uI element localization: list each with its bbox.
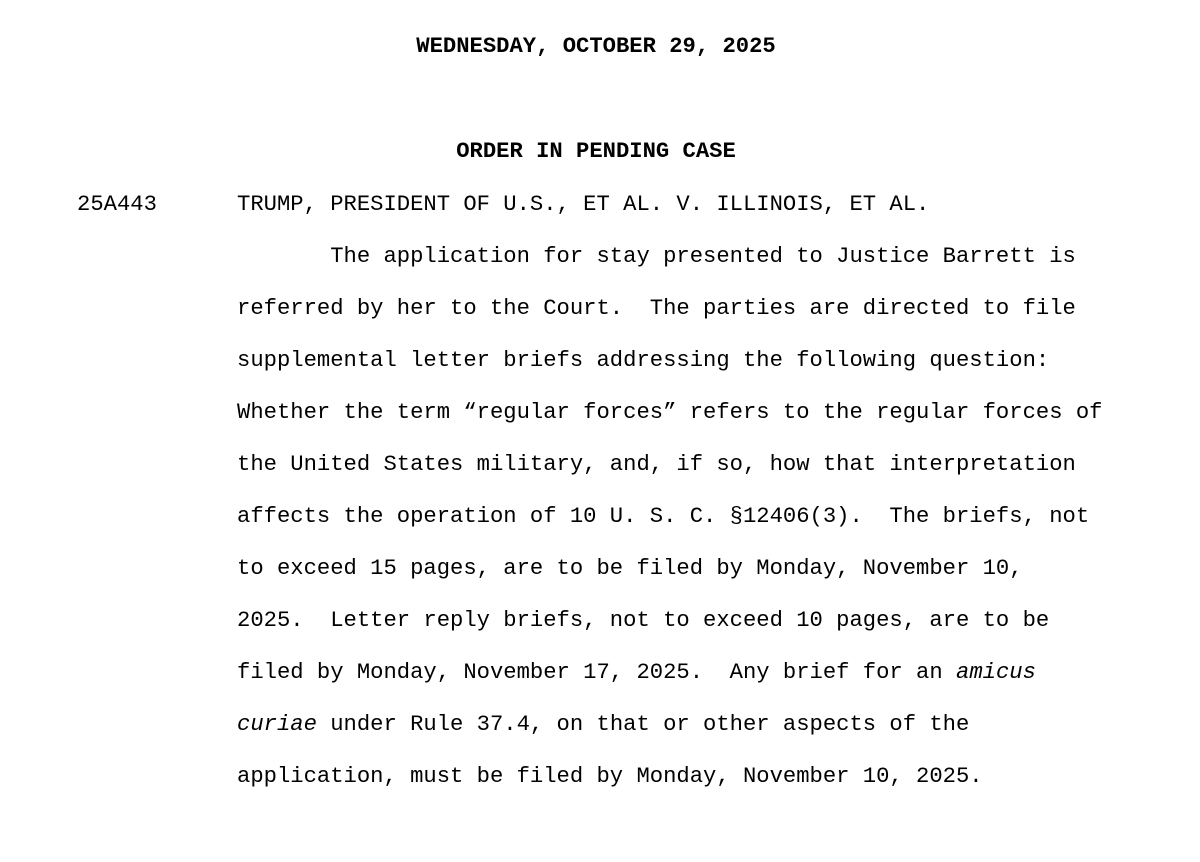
- order-line: application, must be filed by Monday, November 10, 2025.: [237, 764, 983, 789]
- order-line: The application for stay presented to Justice Barrett is: [237, 244, 1076, 269]
- date-heading: WEDNESDAY, OCTOBER 29, 2025: [416, 34, 776, 59]
- order-line: referred by her to the Court. The parties are directed to file: [237, 296, 1076, 321]
- order-line: [237, 712, 969, 738]
- curiae-term: curiae: [237, 712, 317, 737]
- order-line-text: under Rule 37.4, on that or other aspects of the: [316, 712, 970, 737]
- order-line: [237, 660, 1036, 686]
- case-caption: TRUMP, PRESIDENT OF U.S., ET AL. V. ILLINOIS, ET AL.: [237, 192, 930, 217]
- order-line-text: filed by Monday, November 17, 2025. Any brief for an: [237, 660, 956, 685]
- order-line: 2025. Letter reply briefs, not to exceed 10 pages, are to be: [237, 608, 1050, 633]
- section-title: ORDER IN PENDING CASE: [456, 139, 736, 164]
- order-line: supplemental letter briefs addressing the following question:: [237, 348, 1050, 373]
- order-line: Whether the term “regular forces” refers to the regular forces of: [237, 400, 1103, 425]
- docket-number: 25A443: [77, 192, 157, 217]
- amicus-term: amicus: [956, 660, 1036, 685]
- order-line: the United States military, and, if so, how that interpretation: [237, 452, 1076, 477]
- order-line: affects the operation of 10 U. S. C. §12406(3). The briefs, not: [237, 504, 1090, 529]
- order-line: to exceed 15 pages, are to be filed by Monday, November 10,: [237, 556, 1023, 581]
